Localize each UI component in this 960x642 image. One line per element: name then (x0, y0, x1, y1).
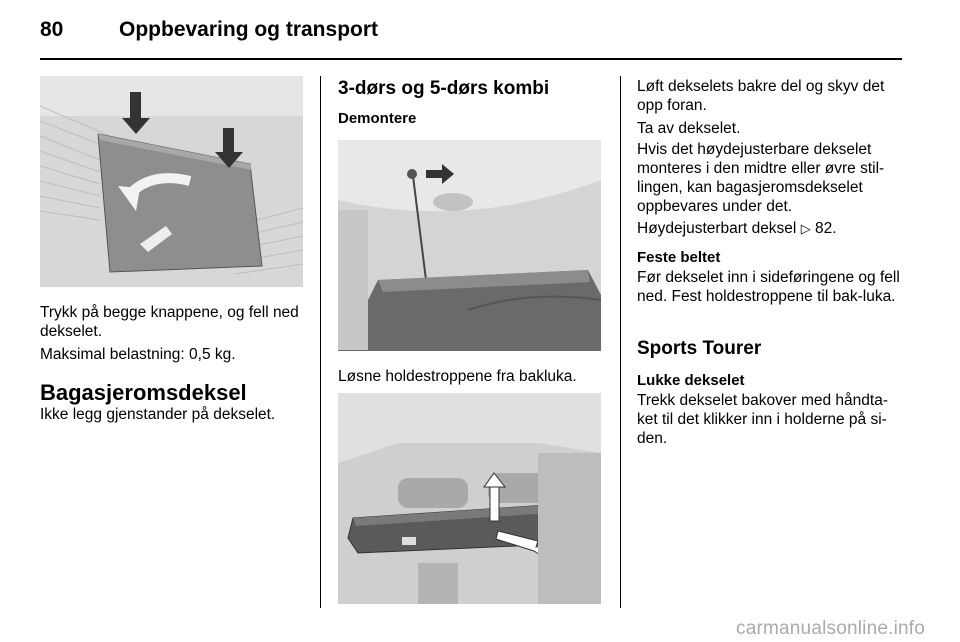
para-lift-cover: Løft dekselets bakre del og skyv det opp foran. (637, 78, 885, 114)
page-reference-icon: ▷ (800, 221, 811, 236)
max-load-text: Maksimal belastning: 0,5 kg. (40, 346, 236, 363)
para-fasten-strap: Før dekselet inn i sideføringene og fell ned. Fest holdestroppene til bak-luka. (637, 269, 900, 305)
column-divider-1 (320, 76, 321, 608)
subheading-close-cover: Lukke dekselet (637, 372, 745, 389)
subheading-remove: Demontere (338, 110, 417, 127)
para-close-cover: Trekk dekselet bakover med håndta-ket til det klikker inn i holderne på si-den. (637, 392, 888, 447)
para-remove-cover: Ta av dekselet. (637, 120, 741, 137)
note-no-objects: Ikke legg gjenstander på dekselet. (40, 406, 276, 423)
page-title: Oppbevaring og transport (119, 18, 379, 41)
page-number: 80 (40, 18, 64, 41)
watermark: carmanualsonline.info (736, 618, 926, 639)
section-heading-luggage-cover: Bagasjeromsdeksel (40, 380, 247, 405)
ref-text: Høydejusterbart deksel (637, 220, 797, 237)
header-rule (40, 58, 902, 60)
subheading-fasten-strap: Feste beltet (637, 249, 721, 266)
section-heading-sports-tourer: Sports Tourer (637, 338, 762, 359)
ref-page[interactable]: 82. (815, 220, 837, 237)
caption-press-buttons: Trykk på begge knappene, og fell ned dekselet. (40, 304, 299, 340)
section-heading-3-5-door: 3-dørs og 5-dørs kombi (338, 78, 550, 99)
figure-lift-cover (338, 393, 601, 604)
caption-release-straps: Løsne holdestroppene fra bakluka. (338, 368, 577, 385)
para-adjustable-cover: Hvis det høydejusterbare dekselet monteres i den midtre eller øvre stil-lingen, kan bagasjeromsdekselet oppbevares under det. (637, 141, 885, 215)
column-divider-2 (620, 76, 621, 608)
figure-cover-buttons (40, 76, 303, 287)
page-header (40, 18, 902, 62)
para-height-adjustable-ref (637, 219, 907, 238)
figure-release-straps (338, 140, 601, 351)
